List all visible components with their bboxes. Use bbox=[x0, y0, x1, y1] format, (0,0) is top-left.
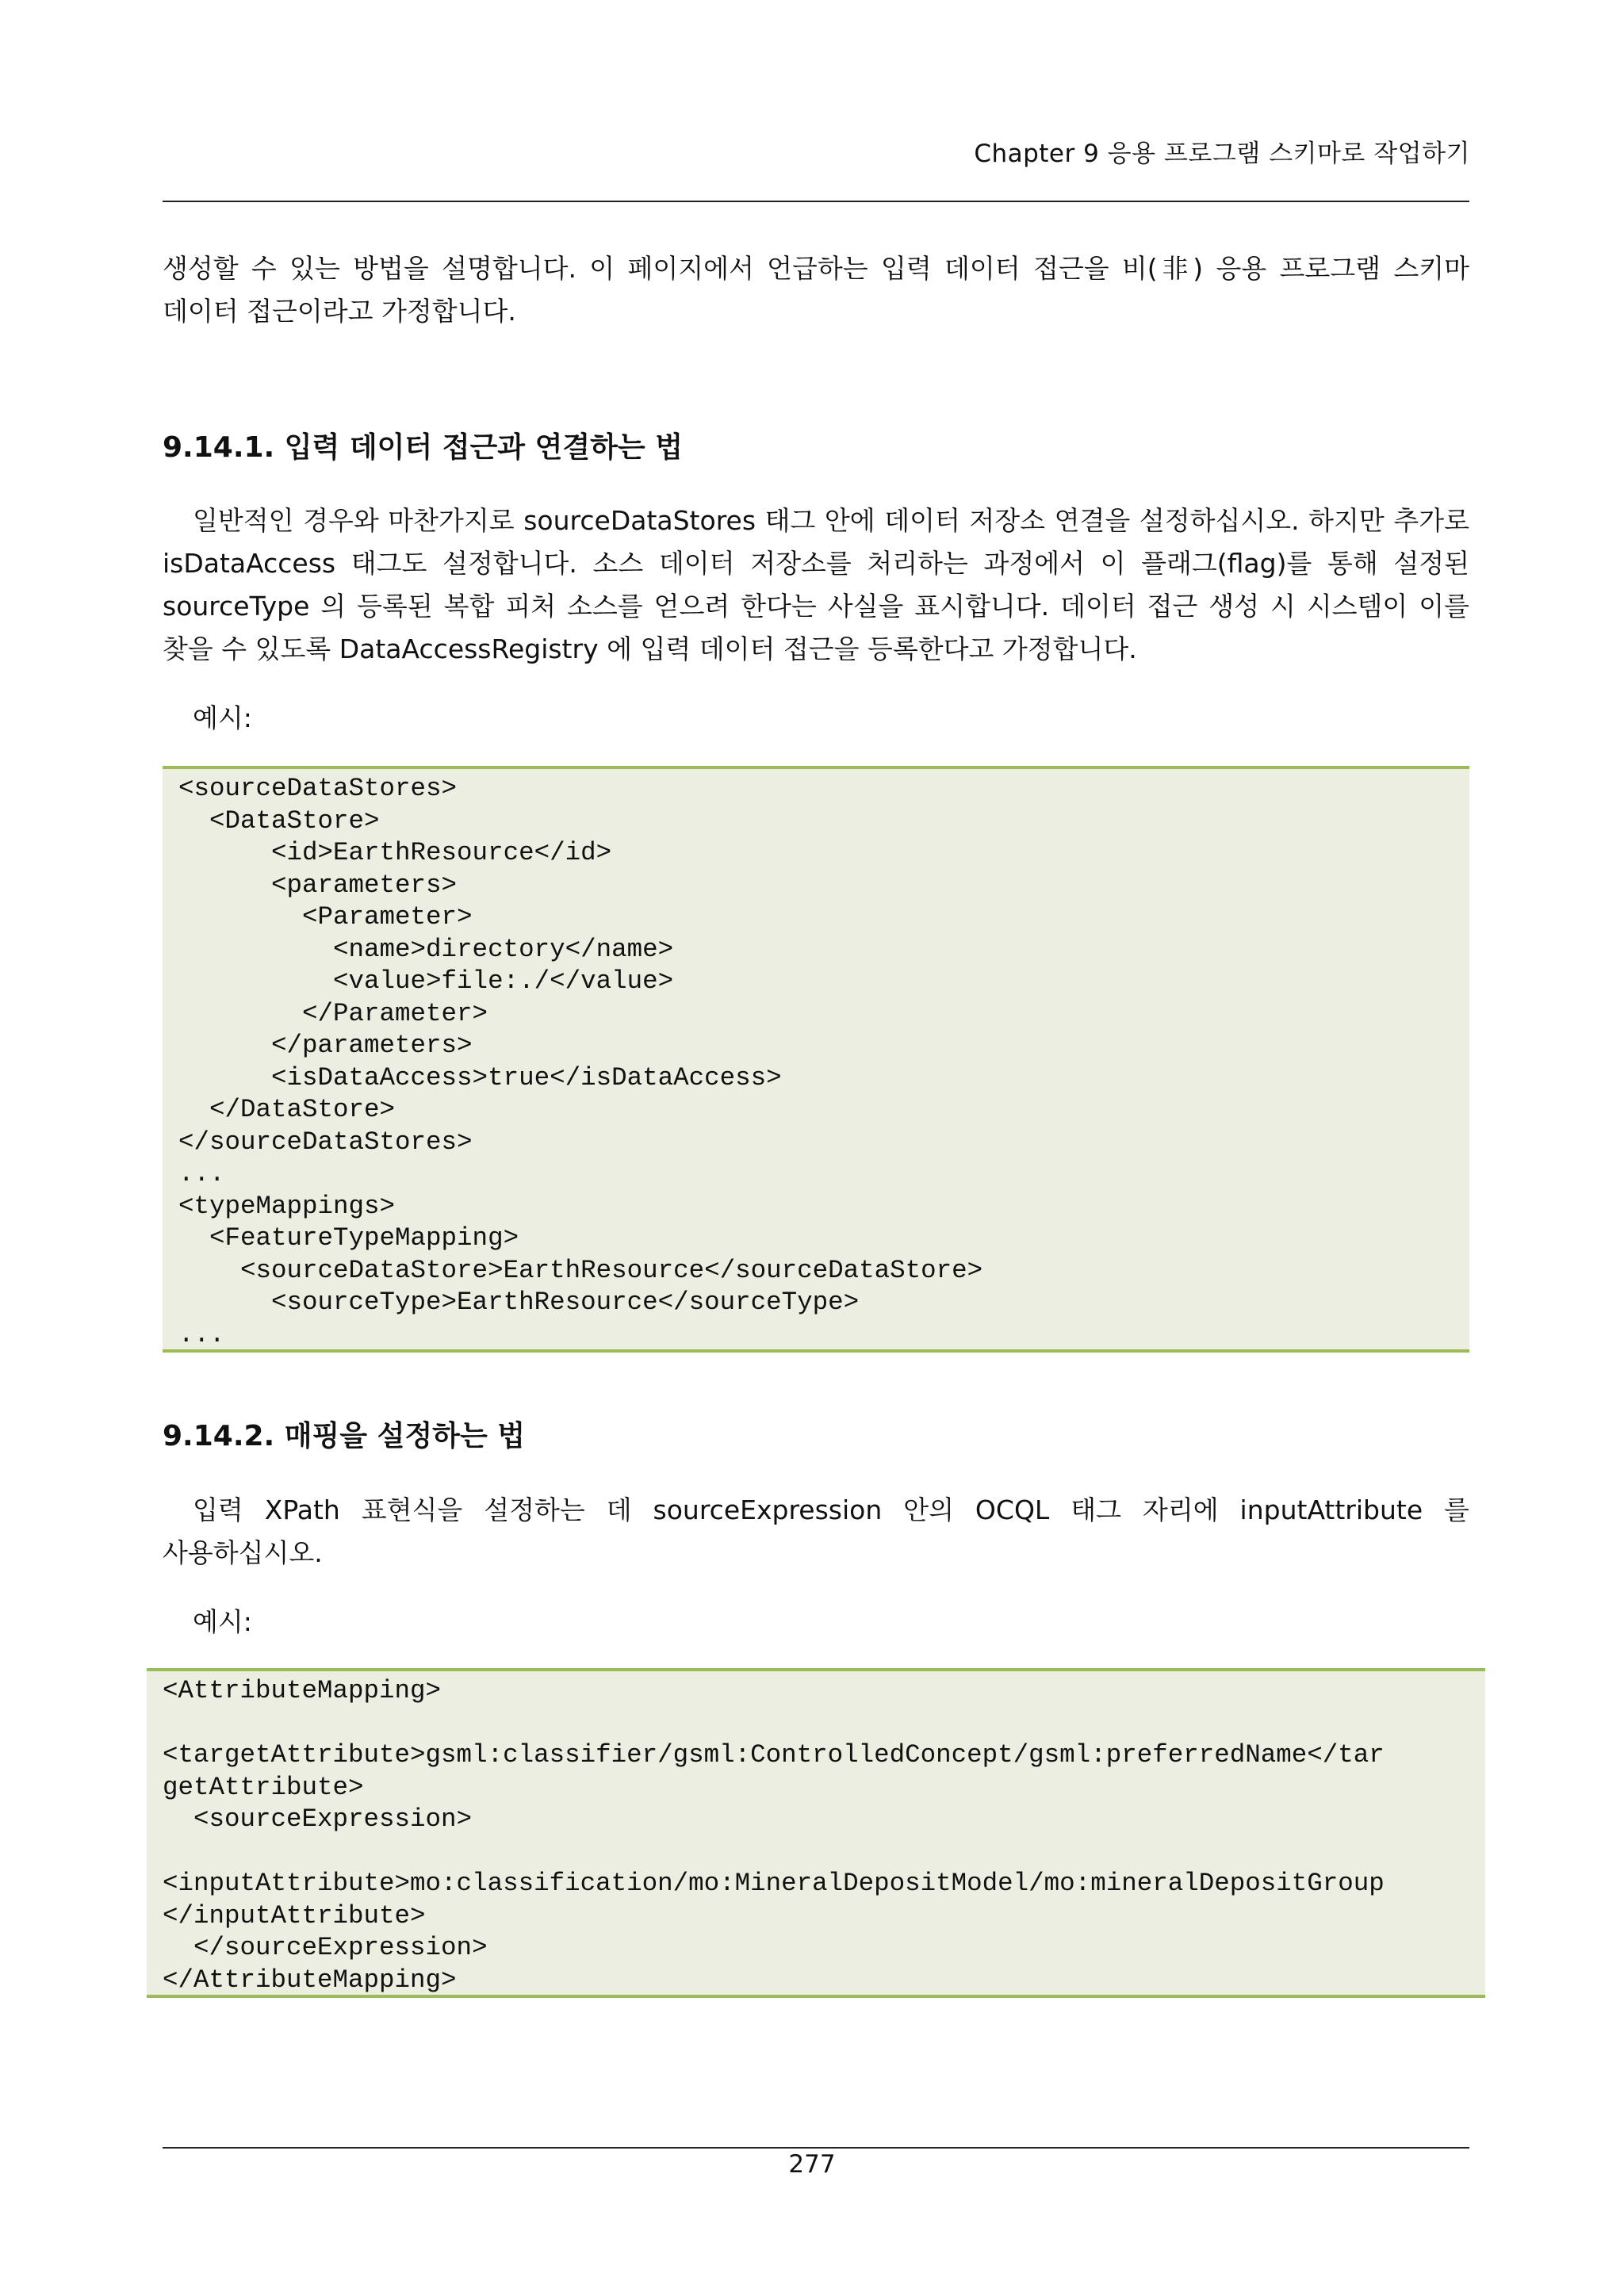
section-heading-9-14-2: 9.14.2. 매핑을 설정하는 법 bbox=[163, 1420, 526, 1452]
section2-paragraph: 입력 XPath 표현식을 설정하는 데 sourceExpression 안의 OCQL 태그 자리에 inputAttribute 를 사용하십시오. bbox=[163, 1494, 1469, 1568]
section1-example-label: 예시: bbox=[193, 702, 252, 733]
section2-code: <AttributeMapping> <targetAttribute>gsml:classifier/gsml:ControlledConcept/gsml:preferredName</tar getAttribute> <sourceExpression> <inputAttribute>mo:classification/mo:MineralDepositModel/mo:mineralDepositGroup </inputAttribute> </sourceExpression> </AttributeMapping> bbox=[163, 1676, 1385, 1995]
section1-paragraph: 일반적인 경우와 마찬가지로 sourceDataStores 태그 안에 데이터 저장소 연결을 설정하십시오. 하지만 추가로 isDataAccess 태그도 설정합니다. 소스 데이터 저장소를 처리하는 과정에서 이 플래그(flag)를 통해 설정된 sourceType 의 등록된 복합 피처 소스를 얻으려 한다는 사실을 표시합니다. 데이터 접근 생성 시 시스템이 이를 찾을 수 있도록 DataAccessRegistry 에 입력 데이터 접근을 등록한다고 가정합니다. bbox=[163, 505, 1469, 664]
section2-example-label: 예시: bbox=[193, 1606, 252, 1637]
section1-code: <sourceDataStores> <DataStore> <id>EarthResource</id> <parameters> <Parameter> <name>directory</name> <value>file:./</value> </Parameter> </parameters> <isDataAccess>true</isDataAccess> </DataStore> </sourceDataStores> ... <typeMappings> <FeatureTypeMapping> <sourceDataStore>EarthResource</sourceDataStore> <sourceType>EarthResource</sourceType> ... bbox=[178, 774, 983, 1349]
header-rule bbox=[163, 201, 1469, 202]
intro-paragraph: 생성할 수 있는 방법을 설명합니다. 이 페이지에서 언급하는 입력 데이터 접근을 비(非) 응용 프로그램 스키마 데이터 접근이라고 가정합니다. bbox=[163, 253, 1469, 327]
section-heading-9-14-1: 9.14.1. 입력 데이터 접근과 연결하는 법 bbox=[163, 431, 683, 464]
page-number: 277 bbox=[788, 2150, 836, 2179]
section2-code-block bbox=[147, 1668, 1485, 1998]
footer-rule bbox=[163, 2147, 1469, 2149]
chapter-title: Chapter 9 응용 프로그램 스키마로 작업하기 bbox=[974, 140, 1470, 168]
section1-code-block bbox=[163, 766, 1469, 1353]
